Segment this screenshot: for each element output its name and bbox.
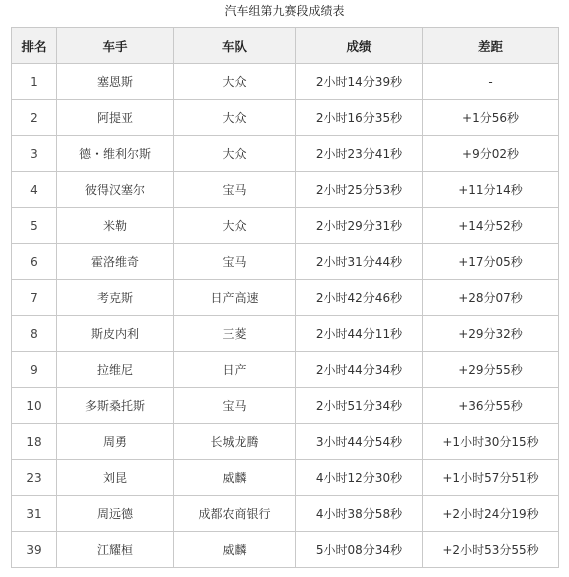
table-row <box>12 496 559 532</box>
table-row <box>12 64 559 100</box>
team-cell: 成都农商银行 <box>174 496 296 532</box>
table-row <box>12 532 559 568</box>
driver-cell: 刘昆 <box>57 460 174 496</box>
result-cell: 2小时44分34秒 <box>296 352 423 388</box>
gap-cell: +1小时57分51秒 <box>423 460 559 496</box>
table-row <box>12 460 559 496</box>
rank-cell: 5 <box>12 208 57 244</box>
rank-cell: 6 <box>12 244 57 280</box>
result-cell: 2小时31分44秒 <box>296 244 423 280</box>
column-header-gap: 差距 <box>423 28 559 64</box>
result-cell: 2小时25分53秒 <box>296 172 423 208</box>
result-cell: 2小时14分39秒 <box>296 64 423 100</box>
driver-cell: 江耀桓 <box>57 532 174 568</box>
rank-cell: 9 <box>12 352 57 388</box>
rank-cell: 7 <box>12 280 57 316</box>
gap-cell: +29分32秒 <box>423 316 559 352</box>
rank-cell: 39 <box>12 532 57 568</box>
result-cell: 2小时44分11秒 <box>296 316 423 352</box>
gap-cell: +28分07秒 <box>423 280 559 316</box>
gap-cell: +14分52秒 <box>423 208 559 244</box>
team-cell: 威麟 <box>174 460 296 496</box>
results-table <box>11 27 559 568</box>
gap-cell: +17分05秒 <box>423 244 559 280</box>
team-cell: 三菱 <box>174 316 296 352</box>
team-cell: 宝马 <box>174 388 296 424</box>
table-caption: 汽车组第九赛段成绩表 <box>224 4 345 18</box>
table-row <box>12 208 559 244</box>
rank-cell: 8 <box>12 316 57 352</box>
rank-cell: 18 <box>12 424 57 460</box>
table-row <box>12 388 559 424</box>
gap-cell: +1小时30分15秒 <box>423 424 559 460</box>
driver-cell: 彼得汉塞尔 <box>57 172 174 208</box>
team-cell: 宝马 <box>174 172 296 208</box>
team-cell: 大众 <box>174 64 296 100</box>
driver-cell: 阿提亚 <box>57 100 174 136</box>
driver-cell: 斯皮内利 <box>57 316 174 352</box>
rank-cell: 10 <box>12 388 57 424</box>
team-cell: 宝马 <box>174 244 296 280</box>
gap-cell: +2小时53分55秒 <box>423 532 559 568</box>
gap-cell: - <box>423 64 559 100</box>
table-row <box>12 316 559 352</box>
column-header-rank: 排名 <box>12 28 57 64</box>
gap-cell: +29分55秒 <box>423 352 559 388</box>
rank-cell: 1 <box>12 64 57 100</box>
team-cell: 大众 <box>174 100 296 136</box>
driver-cell: 周远德 <box>57 496 174 532</box>
team-cell: 日产 <box>174 352 296 388</box>
driver-cell: 德・维利尔斯 <box>57 136 174 172</box>
gap-cell: +11分14秒 <box>423 172 559 208</box>
result-cell: 2小时23分41秒 <box>296 136 423 172</box>
team-cell: 大众 <box>174 208 296 244</box>
team-cell: 威麟 <box>174 532 296 568</box>
driver-cell: 多斯桑托斯 <box>57 388 174 424</box>
column-header-result: 成绩 <box>296 28 423 64</box>
result-cell: 4小时38分58秒 <box>296 496 423 532</box>
rank-cell: 3 <box>12 136 57 172</box>
driver-cell: 考克斯 <box>57 280 174 316</box>
driver-cell: 米勒 <box>57 208 174 244</box>
table-row <box>12 352 559 388</box>
rank-cell: 23 <box>12 460 57 496</box>
gap-cell: +2小时24分19秒 <box>423 496 559 532</box>
result-cell: 4小时12分30秒 <box>296 460 423 496</box>
team-cell: 日产高速 <box>174 280 296 316</box>
result-cell: 2小时51分34秒 <box>296 388 423 424</box>
header-row <box>12 28 559 64</box>
result-cell: 3小时44分54秒 <box>296 424 423 460</box>
result-cell: 2小时16分35秒 <box>296 100 423 136</box>
table-row <box>12 136 559 172</box>
rank-cell: 31 <box>12 496 57 532</box>
team-cell: 大众 <box>174 136 296 172</box>
gap-cell: +9分02秒 <box>423 136 559 172</box>
table-row <box>12 100 559 136</box>
driver-cell: 周勇 <box>57 424 174 460</box>
result-cell: 2小时42分46秒 <box>296 280 423 316</box>
gap-cell: +1分56秒 <box>423 100 559 136</box>
driver-cell: 塞恩斯 <box>57 64 174 100</box>
driver-cell: 拉维尼 <box>57 352 174 388</box>
table-row <box>12 244 559 280</box>
table-row <box>12 172 559 208</box>
result-cell: 2小时29分31秒 <box>296 208 423 244</box>
team-cell: 长城龙腾 <box>174 424 296 460</box>
table-row <box>12 280 559 316</box>
gap-cell: +36分55秒 <box>423 388 559 424</box>
rank-cell: 2 <box>12 100 57 136</box>
table-row <box>12 424 559 460</box>
result-cell: 5小时08分34秒 <box>296 532 423 568</box>
column-header-team: 车队 <box>174 28 296 64</box>
rank-cell: 4 <box>12 172 57 208</box>
column-header-driver: 车手 <box>57 28 174 64</box>
driver-cell: 霍洛维奇 <box>57 244 174 280</box>
